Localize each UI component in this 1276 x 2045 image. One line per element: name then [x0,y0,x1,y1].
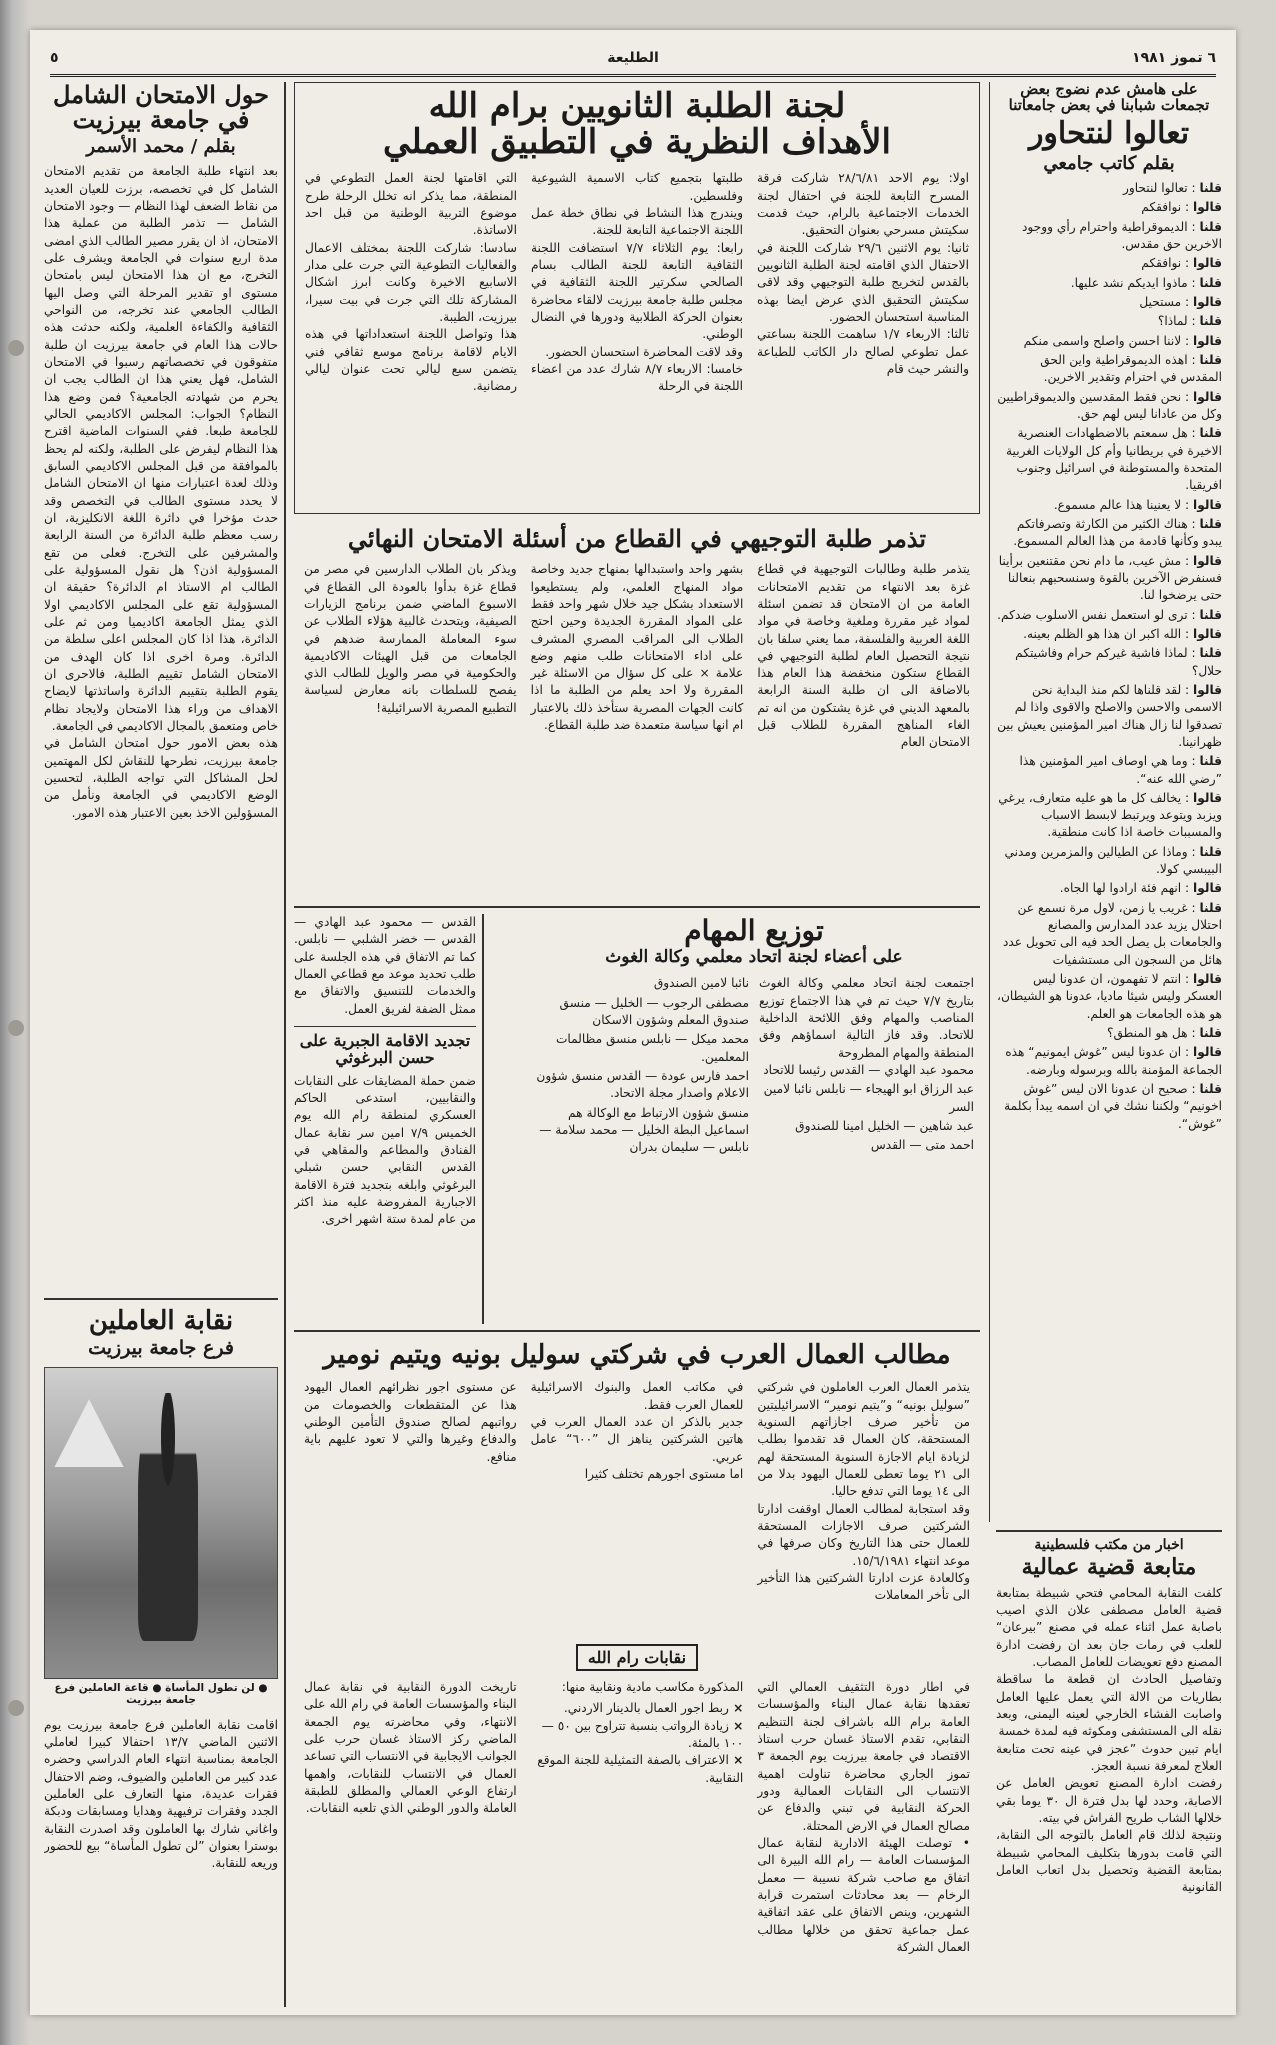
tasks-intro: اجتمعت لجنة اتحاد معلمي وكالة الغوث بتاريخ ٧/٧ حيث تم في هذا الاجتماع توزيع المناصب والمهام وفق اللائحة الداخلية للاتحاد. وقد فاز التالية اسماؤهم وفق المنطقة والمهام المطروحة [759,976,974,1060]
dialogue-line: قالوا : انتم لا تفهمون، ان عدونا ليس العسكر وليس شيئا ماديا، عدونا هو الشيطان، هو هذه الجامعات هو العلم. [997,972,1222,1021]
top-story-col: التي اقامتها لجنة العمل التطوعي في المنطقة، مما يذكر انه تخلل الرحلة طرح موضوع التربية الوطنية من قبل احد الاساتذة. سادسا: شاركت اللجنة بمختلف الاعمال والفعاليات التطوعية التي جرت على مدار الاسابيع الاخيرة وكانت ابرز اشكال المشاركة تلك التي جرت في بيت سيرا، بيرزيت، الطيبة. هذا وتواصل اللجنة استعداداتها في هذه الايام لاقامة برنامج موسع ثقافي فني يتضمن سبع ليالي تحت عنوان ليالي رمضانية. [305,171,517,394]
dialogue-line: قالوا : الله اكبر ان هذا هو الظلم بعينه. [1023,626,1222,641]
right-column-dialogue [996,82,1222,1522]
dialogue-text: هل سمعتم بالاضطهادات العنصرية الاخيرة في بريطانيا وأم كل الولايات الغربية المتحدة والمستوطنة في اسرائيل وجنوب افريقيا. [1006,426,1222,493]
dialogue-speaker: قلنا [1199,646,1222,661]
dialogue-speaker: قالوا [1193,790,1222,805]
dialogue-line: قالوا : انهم فئة ارادوا لها الجاه. [1059,881,1222,896]
dialogue-text: مش عيب، ما دام نحن مقتنعين برأينا فسنفرض الآخرين بالقوة وسنسحبهم بنعالنا حتى يرضخوا لنا. [998,553,1222,603]
right-column-byline: بقلم كاتب جامعي [1043,153,1175,174]
dialogue-line: قلنا : هل سمعتم بالاضطهادات العنصرية الاخيرة في بريطانيا وأم كل الولايات الغربية المتحدة والمستوطنة في اسرائيل وجنوب افريقيا. [1006,426,1222,493]
gain-item: × زيادة الرواتب بنسبة تتراوح بين ٥٠ — ١٠٠ بالمئة. [531,1718,744,1753]
dialogue-text: لماذا فاشية غيركم حرام وفاشيتكم حلال؟ [1015,646,1222,678]
left-column-exam [44,82,278,1292]
dialogue-line: قلنا : الديموقراطية واحترام رأي ووجود الاخرين حق مقدس. [1021,219,1222,251]
dialogue-line: قالوا : يخالف كل ما هو عليه متعارف، يرغي ويزبد ويتوعد ويرتبط لابسط الاسباب والمسببات خاصة اذا كانت منطقية. [998,790,1222,840]
tasks-continuation-text: القدس — محمود عبد الهادي — القدس — خضر الشلبي — نابلس. كما تم الاتفاق في هذه الجلسة على طلب تحديد موعد مع قطاعي العمال والخدمات للتنسيق والاتفاق مع ممثل الضفة لفريق العمل. [294,915,476,1016]
dialogue-text: وما هي اوصاف امير المؤمنين هذا ”رضي الله عنه“. [1019,754,1222,786]
dialogue-text: هناك الكثير من الكارثة وتصرفاتكم يبدو وكأنها قادمة من هذا العالم المسموع. [1013,516,1222,549]
dialogue-speaker: قلنا [1199,1082,1222,1097]
tasks-columns [534,975,974,1158]
workers-col: في مكاتب العمل والبنوك الاسرائيلية للعمال العرب فقط. جدير بالذكر ان عدد العمال العرب في هاتين الشركتين يناهز ال ”٦٠٠“ عامل عربي. اما مستوى اجورهم تختلف كثيرا [530,1380,744,1481]
ramallah-col: تاريخت الدورة النقابية في نقابة عمال البناء والمؤسسات العامة في رام الله على الانتهاء، وفي محاضرته يوم الجمعة الماضي ركز الاستاذ غسان حرب على الجوانب الايجابية في الانتساب التي تساعد العمال في الانتساب للنقابات، واهمها ارتفاع الوعي العمالي والمطلق للطبقة العاملة والدور الوطني الذي تلعبه النقابات. [303,1680,517,1816]
dialogue-speaker: قالوا [1193,626,1222,641]
tasks-subhead: على أعضاء لجنة اتحاد معلمي وكالة الغوث [605,947,903,968]
dialogue-text: لماذا؟ [1157,314,1188,329]
dialogue-line: قلنا : لماذا؟ [1157,314,1222,329]
dialogue-text: يخالف كل ما هو عليه متعارف، يرغي ويزبد ويتوعد ويرتبط لابسط الاسباب والمسببات خاصة اذا كانت منطقية. [998,790,1222,840]
dialogue-line: قالوا : ان عدونا ليس ”غوش ايمونيم“ هذه الجماعة المؤمنة بالله وبرسوله وبارضه. [1005,1045,1222,1077]
dialogue-line: قلنا : صحيح ان عدونا الان ليس ”غوش اخونيم“ ولكننا نشك في ان اسمه يبدأ بكلمة ”غوش“. [1004,1082,1222,1131]
detention-text: ضمن حملة المضايقات على النقابات والنقابيين، استدعى الحاكم العسكري لمنطقة رام الله يوم الخميس ٧/٩ امين سر نقابة عمال الفنادق والمطاعم والمقاهي في القدس النقابي حسن شبلي البرغوثي وابلغه بتجديد فترة الاقامة الاجبارية المفروضة عليه منذ اكثر من عام لمدة ستة اشهر اخرى. [294,1073,476,1227]
right-column-kicker: على هامش عدم نضوج بعض تجمعات شبابنا في بعض جامعاتنا [1008,82,1210,114]
top-story [294,82,980,514]
dialogue-text: مستحيل [1139,294,1182,309]
dialogue-speaker: قالوا [1193,682,1222,697]
dialogue-speaker: قالوا [1193,1045,1222,1060]
dialogue-text: نوافقكم [1141,256,1182,271]
dialogue-speaker: قلنا [1199,754,1222,769]
tawjihi-columns [304,561,970,752]
factory-label: اخبار من مكتب فلسطينية [1034,1538,1184,1553]
section-rule [294,906,980,908]
member-entry: مصطفى الرجوب — الخليل — منسق صندوق المعلم وشؤون الاسكان [559,995,749,1027]
dialogue-speaker: قالوا [1193,200,1222,215]
dialogue-line: قلنا : لماذا فاشية غيركم حرام وفاشيتكم حلال؟ [1015,646,1222,678]
dialogue-speaker: قلنا [1199,181,1222,195]
dialogue-text: نحن فقط المقدسين والديموقراطيين وكل من عادانا ليس لهم حق. [997,389,1222,421]
union-subhead: فرع جامعة بيرزيت [88,1337,234,1360]
punch-hole [8,1020,24,1036]
header-paper-name: الطليعة [607,50,659,66]
left-column-headline: حول الامتحان الشامل في جامعة بيرزيت [53,82,269,135]
tawjihi-col: بشهر واحد واستبدالها بمنهاج جديد وخاصة مواد المنهاج العلمي، ولم يستطيعوا الاستعداد بشكل جيد خلال شهر واحد فقط على المواد المقررة الجديدة وحين احتج الطلاب الى المراقب المصري المشرف على اداء الامتحانات طلب منهم وضع علامة × على كل سؤال من الاسئلة غير المقررة ولا احد يعلم من الطلبة ما اذا كانت الجهات المصرية ستأخذ ذلك بالاعتبار ام انها سياسة متعمدة ضد طلبة القطاع. [530,562,744,733]
tasks-continuation [294,914,476,1324]
member-entry: عبد الرزاق ابو الهيجاء — نابلس نائبا لامين السر [763,1082,974,1114]
column-rule [44,1298,278,1300]
column-rule [989,82,991,1522]
dialogue-line: قلنا : هل هو المنطق؟ [1107,1026,1222,1041]
column-rule [482,914,484,1324]
tawjihi-story [294,522,980,902]
dialogue-speaker: قالوا [1193,972,1222,987]
member-entry: محمود عبد الهادي — القدس رئيسا للاتحاد [763,1062,974,1077]
photo-caption: ● لن تطول المأساة ● قاعة العاملين فرع جامعة بيرزيت [54,1682,268,1707]
dialogue-speaker: قالوا [1193,497,1222,512]
dialogue-speaker: قلنا [1199,1026,1222,1041]
left-column-text: بعد انتهاء طلبة الجامعة من تقديم الامتحان الشامل كل في تخصصه، برزت للعيان العديد من نقاط الضعف لهذا النظام — وجود الامتحان الشامل — تذمر الطلبة من عملية هذا الامتحان، اذ ان يقرر مصير الطالب الذي امضى مدة اربع سنوات في الجامعة ويشرف على التخرج، مع ان هذا الامتحان ليس بامتحان مستوى او تقدير المرحلة التي وصل اليها الطالب الجامعي عند تخرجه، من النواحي الثقافية والكفاءة العلمية، ولكنه حدثت هذه حالات هذا العام في جامعة بيرزيت ان طلبة متفوقون في تخصصاتهم رسبوا في الامتحان الشامل، فهل يعني هذا ان الطالب يجب ان يحرم من شهادته الجامعية؟ فمن وضع هذا النظام؟ الجواب: المجلس الاكاديمي الحالي للجامعة طبعا. ففي السنوات الماضية اقترح هذا النظام ليفرض على الطلبة، ولكنه لم يحظ بالموافقة من قبل المجلس الاكاديمي السابق وذلك لعدة اعتبارات منها ان الامتحان الشامل لا يحدد مستوى الطالب في التخصص وقد حدث مؤخرا في دائرة اللغة الانكليزية، ان رسب معظم طلبة الدائرة من السنة الرابعة والمشرفين على التخرج. فعلى من تقع المسؤولية اذن؟ هل نقول المسؤولية على الطالب ام الاستاذ ام الدائرة؟ حقيقة ان المسؤولية تقع على المجلس الاكاديمي اولا الذي يمثل الجامعة اكاديميا ومن ثم على الدائرة، هذا اذا كان المجلس اعلى سلطة من الدائرة. ومرة اخرى اذا كان الهدف من الامتحان الشامل تقييم الطلبة، فالاحرى ان يقوم الطلبة بتقييم الدائرة واساتذتها لايضاح الاهداف من وراء هذا الامتحان ولايجاد نظام خاص ومتعمق بالمجال الاكاديمي في الجامعة. هذه بعض الامور حول امتحان الشامل في جامعة بيرزيت، نطرحها للنقاش لكل المهتمين لحل المشاكل التي تواجه الطلبة، لتحسين الوضع الاكاديمي في الجامعة ونأمل من المسؤولين الاخذ بعين الاعتبار هذه الامور. [44,164,278,820]
dialogue-text: انهم فئة ارادوا لها الجاه. [1059,881,1182,896]
union-headline: نقابة العاملين [88,1308,234,1336]
dialogue-text: لا يعنينا هذا عالم مسموع. [1053,497,1182,512]
dialogue-speaker: قلنا [1199,275,1222,290]
ramallah-col: المذكورة مكاسب مادية ونقابية منها: [561,1680,744,1694]
dialogue-text: وماذا عن الطيالين والمزمرين ومدني البيبسي كولا. [1004,844,1222,877]
ramallah-story [294,1640,980,2008]
tasks-members-a [759,1062,974,1155]
factory-col: كلفت النقابة المحامي فتحي شبيطة بمتابعة قضية العامل مصطفى علان الذي اصيب باصابة عمل اثناء عمله في مصنع ”بيرعان“ للعلب في رمات جان بعد ان رفضت ادارة المصنع دفع تعويضات للعامل المصاب. وتفاصيل الحادث ان قطعة ما ساقطة بطاريات من الالة التي يعمل عليها العامل واصابت الفشاء الخارجي لعينه اليمنى، وبعد نقله الى المستشفى ومكوثه فيه لمدة خمسة [996,1585,1222,1739]
tawjihi-col: ويذكر بان الطلاب الدارسين في مصر من قطاع غزة بدأوا بالعودة الى القطاع في الاسبوع الماضي ضمن برنامج الزيارات الصيفية، ويتحدث غالبية هؤلاء الطلاب عن سوء المعاملة الممارسة ضدهم في الجامعات من قبل الهيئات الاكاديمية والحكومية في مصر والويل للطالب الذي يفصح للسلطات بانه معارض لسياسة التطبيع المصرية الاسرائيلية! [303,562,517,715]
dialogue-line: قلنا : اهذه الديموقراطية واين الحق المقدس في احترام وتقدير الاخرين. [1040,352,1222,385]
member-entry: عبد شاهين — الخليل امينا للصندوق [795,1118,974,1133]
top-story-col: طلبتها بتجميع كتاب الاسمية الشيوعية وفلسطين. ويندرج هذا النشاط في نطاق خطة عمل اللجنة الاجتماعية التابعة للجنة. رابعا: يوم الثلاثاء ٧/٧ استضافت اللجنة الثقافية التابعة للجنة الطالب بسام الصالحي سكرتير اللجنة الثقافية في مجلس طلبة جامعة بيرزيت لالقاء محاضرة بعنوان الحركة الطلابية ودورها في النضال الوطني. وقد لاقت المحاضرة استحسان الحضور. خامسا: الاربعاء ٨/٧ شارك عدد من اعضاء اللجنة في الرحلة [531,171,743,394]
dialogue-line: قالوا : لاننا احسن واصلح واسمى منكم [1023,333,1222,348]
dialogue-text: الله اكبر ان هذا هو الظلم بعينه. [1023,626,1182,641]
dialogue-line: قلنا : ماذوا ايديكم نشد عليها. [1070,275,1222,290]
dialogue-text: اهذه الديموقراطية واين الحق المقدس في احترام وتقدير الاخرين. [1040,352,1222,385]
dialogue-text: ترى لو استعمل نفس الاسلوب ضدكم. [997,607,1188,622]
newspaper-page [30,30,1236,2015]
workers-columns [304,1379,970,1604]
dialogue-text: صحيح ان عدونا الان ليس ”غوش اخونيم“ ولكننا نشك في ان اسمه يبدأ بكلمة ”غوش“. [1004,1082,1222,1131]
dialogue-text: انتم لا تفهمون، ان عدونا ليس العسكر وليس شيئا ماديا، عدونا هو الشيطان، هو هذه الجامعات هو العلم. [997,972,1222,1021]
top-story-subheadline: الأهداف النظرية في التطبيق العملي [383,121,891,162]
tasks-story [528,914,980,1324]
dialogue-text: الديموقراطية واحترام رأي ووجود الاخرين حق مقدس. [1021,219,1222,251]
dialogue-speaker: قلنا [1199,426,1222,441]
workers-headline: مطالب العمال العرب في شركتي سوليل بونيه ويتيم نومير [323,1340,951,1370]
header-date: ٦ تموز ١٩٨١ [1132,50,1216,66]
dialogue-speaker: قلنا [1199,314,1222,329]
dialogue-line: قالوا : نوافقكم [1141,200,1222,215]
dialogue-text: نوافقكم [1141,200,1182,215]
workers-col: يتذمر العمال العرب العاملون في شركتي ”سوليل بونيه“ و”يتيم نومير“ الاسرائيليتين من تأخير صرف اجازاتهم السنوية المستحقة، كان العمال قد تقدموا بطلب لزيادة ايام الاجازة السنوية المستحقة لهم الى ٢١ يوما تعطى للعمال اليهود بدلا من الى ١٤ يوما التي تدفع حاليا. وقد استجابة لمطالب العمال اوقفت ادارتا الشركتين صرف الاجازات المستحقة للعمال حتى هذا التاريخ وكان صرفها في موعد انتهاء ١٥/٦/١٩٨١. وكالعادة عزت ادارتا الشركتين هذا التأخير الى تأخر المعاملات [757,1380,970,1603]
gain-item: × ربط اجور العمال بالدينار الاردني. [531,1700,744,1717]
dialogue-line: قالوا : مش عيب، ما دام نحن مقتنعين برأينا فسنفرض الآخرين بالقوة وسنسحبهم بنعالنا حتى يرضخوا لنا. [998,553,1222,603]
dialogue-text: لاننا احسن واصلح واسمى منكم [1023,333,1182,348]
union-photo [44,1367,278,1679]
top-story-col: اولا: يوم الاحد ٢٨/٦/٨١ شاركت فرقة المسرح التابعة للجنة في احتفال لجنة الخدمات الاجتماعية بالرام، حيث قدمت سكيتش مسرحي بعنوان التحقيق. ثانيا: يوم الاثنين ٢٩/٦ شاركت اللجنة في الاحتفال الذي اقامته لجنة الطلبة الثانويين بالقدس لتخريج طلبة التوجيهي وقد لاقى سكيتش التحقيق الذي عرض ايضا بهذه المناسبة استحسان الحضور. ثالثا: الاربعاء ١/٧ ساهمت اللجنة بساعتي عمل تطوعي لصالح دار الكاتب للطباعة والنشر حيث قام [757,171,969,376]
ramallah-columns [304,1679,970,1956]
gain-item: × الاعتراف بالصفة التمثيلية للجنة الموقع النقابية. [531,1752,744,1787]
member-entry: منسق شؤون الارتباط مع الوكالة هم اسماعيل البطة الخليل — محمد سلامة — نابلس — سليمان بدران [539,1105,749,1155]
dialogue-text: هل هو المنطق؟ [1107,1026,1188,1041]
dialogue-line: قالوا : لقد قلناها لكم منذ البداية نحن الاسمى والاحسن والاصلح والاقوى واذا لم تصدقوا لنا زال هناك امير المؤمنين يعيش بين ظهرانينا. [997,682,1222,749]
dialogue-line: قلنا : وما هي اوصاف امير المؤمنين هذا ”رضي الله عنه“. [1019,754,1222,786]
union-story [44,1308,278,2008]
dialogue-text: تعالوا لنتحاور [1122,181,1188,195]
tent-shape [54,1399,124,1467]
dialogue-line: قالوا : لا يعنينا هذا عالم مسموع. [1053,497,1222,512]
detention-headline: تجديد الاقامة الجبرية على حسن البرغوثي [299,1030,471,1067]
top-story-columns [305,170,969,395]
column-rule [284,82,286,2007]
right-column-title: تعالوا لنتحاور [1028,115,1190,151]
member-entry: نائبا لامين الصندوق [653,976,749,991]
dialogue-line: قلنا : هناك الكثير من الكارثة وتصرفاتكم يبدو وكأنها قادمة من هذا العالم المسموع. [1013,516,1222,549]
section-rule [294,1330,980,1332]
punch-hole [8,340,24,356]
tawjihi-col: يتذمر طلبة وطالبات التوجيهية في قطاع غزة بعد الانتهاء من تقديم الامتحانات العامة من ان الامتحان قد تضمن اسئلة لمواد غير مقررة وملغية وخاصة في مواد اللغة العربية والفلسفة، مما يعني سلفا بان نتيجة التحصيل العام لطلبة التوجيهي في القطاع ستكون منخفضة هذا العام هذا بالاضافة الى ان طلبة السنة الرابعة بالمعهد الديني في غزة يشتكون من انه تم الغاء المناهج المقررة للطلاب قبل الامتحان العام [757,562,970,750]
dialogue-speaker: قلنا [1199,607,1222,622]
dialogue-line: قلنا : غريب يا زمن، لاول مرة نسمع عن احتلال يزيد عدد المدارس والمصانع والجامعات بل يصل الحد فيه الى تحويل عدد هائل من السجون الى مستشفيات [1002,900,1222,967]
left-column-byline: بقلم / محمد الأسمر [86,136,236,158]
member-entry: احمد فارس عودة — القدس منسق شؤون الاعلام واصدار مجلة الاتحاد. [536,1068,749,1101]
header-page-number: ٥ [50,50,59,66]
dialogue-text: غريب يا زمن، لاول مرة نسمع عن احتلال يزيد عدد المدارس والمصانع والجامعات بل يصل الحد فيه الى تحويل عدد هائل من السجون الى مستشفيات [1002,900,1222,967]
top-story-headline: لجنة الطلبة الثانويين برام الله [428,86,846,126]
dialogue-text: ماذوا ايديكم نشد عليها. [1070,275,1188,290]
factory-headline: متابعة قضية عمالية [1021,1553,1197,1580]
dialogue-speaker: قالوا [1193,881,1222,896]
dialogue-speaker: قالوا [1193,389,1222,404]
dialogue-line: قالوا : نوافقكم [1141,256,1222,271]
member-entry: محمد ميكل — نابلس منسق مظالمات المعلمين. [555,1032,749,1064]
dialogue-speaker: قلنا [1199,900,1222,915]
ramallah-gains-list [531,1700,744,1787]
ramallah-col: في اطار دورة التثقيف العمالي التي تعقدها نقابة عمال البناء والمؤسسات العامة برام الله باشراف لجنة التنظيم النقابي، تقدم الاستاذ غسان حرب استاذ الاقتصاد في جامعة بيرزيت يوم الجمعة ٣ تموز الجاري محاضرة تناولت اهمية الانتساب الى النقابات العمالية ودور الحركة النقابية في تبني والدفاع عن مصالح العمال في الارض المحتلة. • توصلت الهيئة الادارية لنقابة عمال المؤسسات العامة — رام الله البيرة الى اتفاق مع صاحب شركة نسيبة — معمل الرخام — بعد محادثات استمرت قرابة الشهرين، وينص الاتفاق على عقد اتفاقية عمل جماعية تحقق من خلالها مطالب العمال الشركة [757,1680,970,1954]
dialogue-text: ان عدونا ليس ”غوش ايمونيم“ هذه الجماعة المؤمنة بالله وبرسوله وبارضه. [1005,1045,1222,1077]
dialogue-line: قالوا : مستحيل [1139,294,1222,309]
union-text: اقامت نقابة العاملين فرع جامعة بيرزيت يوم الاثنين الماضي ١٣/٧ احتفالا كبيرا لعاملي الجامعة بمناسبة انتهاء العام الدراسي وحضره عدد كبير من العاملين والضيوف، وضم الاحتفال فقرات عديدة، منها التعارف على العاملين الجدد وفقرات ترفيهية وهدايا ومسابقات ودبكة واغاني شارك بها العاملون وقد اصدرت النقابة بوسترا بعنوان ”لن تطول المأساة“ بيع للحضور وريعه للنقابة. [44,1717,278,1871]
dialogue-line: قلنا : وماذا عن الطيالين والمزمرين ومدني البيبسي كولا. [1004,844,1222,877]
punch-hole [8,1700,24,1716]
dialogue-speaker: قلنا [1199,844,1222,859]
tasks-members-b [534,975,749,1156]
dialogue-list [996,180,1222,1133]
dialogue-speaker: قلنا [1199,352,1222,367]
factory-story [996,1538,1222,2008]
dialogue-speaker: قلنا [1199,516,1222,531]
dialogue-speaker: قالوا [1193,553,1222,568]
member-entry: احمد متى — القدس [870,1138,974,1153]
workers-story [294,1338,980,1638]
tawjihi-headline: تذمر طلبة التوجيهي في القطاع من أسئلة الامتحان النهائي [347,524,927,553]
dialogue-speaker: قالوا [1193,294,1222,309]
dialogue-line: قلنا : تعالوا لنتحاور [1122,181,1222,195]
dialogue-speaker: قالوا [1193,333,1222,348]
dialogue-line: قلنا : ترى لو استعمل نفس الاسلوب ضدكم. [997,607,1222,622]
tasks-headline: توزيع المهام [684,914,824,947]
section-rule [996,1530,1222,1532]
dialogue-text: لقد قلناها لكم منذ البداية نحن الاسمى والاحسن والاصلح والاقوى واذا لم تصدقوا لنا زال هناك امير المؤمنين يعيش بين ظهرانينا. [997,682,1222,749]
masked-figure-shape [138,1393,198,1641]
workers-col: عن مستوى اجور نظرائهم العمال اليهود هذا عن المتقطعات والخصومات من رواتبهم لصالح صندوق التأمين الوطني والدفاع وغيرها والتي لا تعود عليهم باية منافع. [303,1380,517,1464]
page-header [50,48,1216,77]
dialogue-speaker: قلنا [1199,219,1222,234]
dialogue-line: قالوا : نحن فقط المقدسين والديموقراطيين وكل من عادانا ليس لهم حق. [997,389,1222,421]
factory-col: ايام تبين حدوث ”عجز في عينه تحت متابعة العلاج لمعرفة نسبة العجز. رفضت ادارة المصنع تعويض العامل عن الاصابة، وحدد لها بدل فترة ال ٣٠ يوما بقي خلالها الشاب طريح الفراش في بيته. ونتيجة لذلك قام العامل بالتوجه الى النقابة، التي قامت بدورها بتكليف المحامي شبيطة بمتابعة القضية وتحصيل بدل اتعاب العامل القانونية [996,1741,1222,1895]
ramallah-headline: نقابات رام الله [576,1644,698,1671]
dialogue-speaker: قالوا [1193,256,1222,271]
